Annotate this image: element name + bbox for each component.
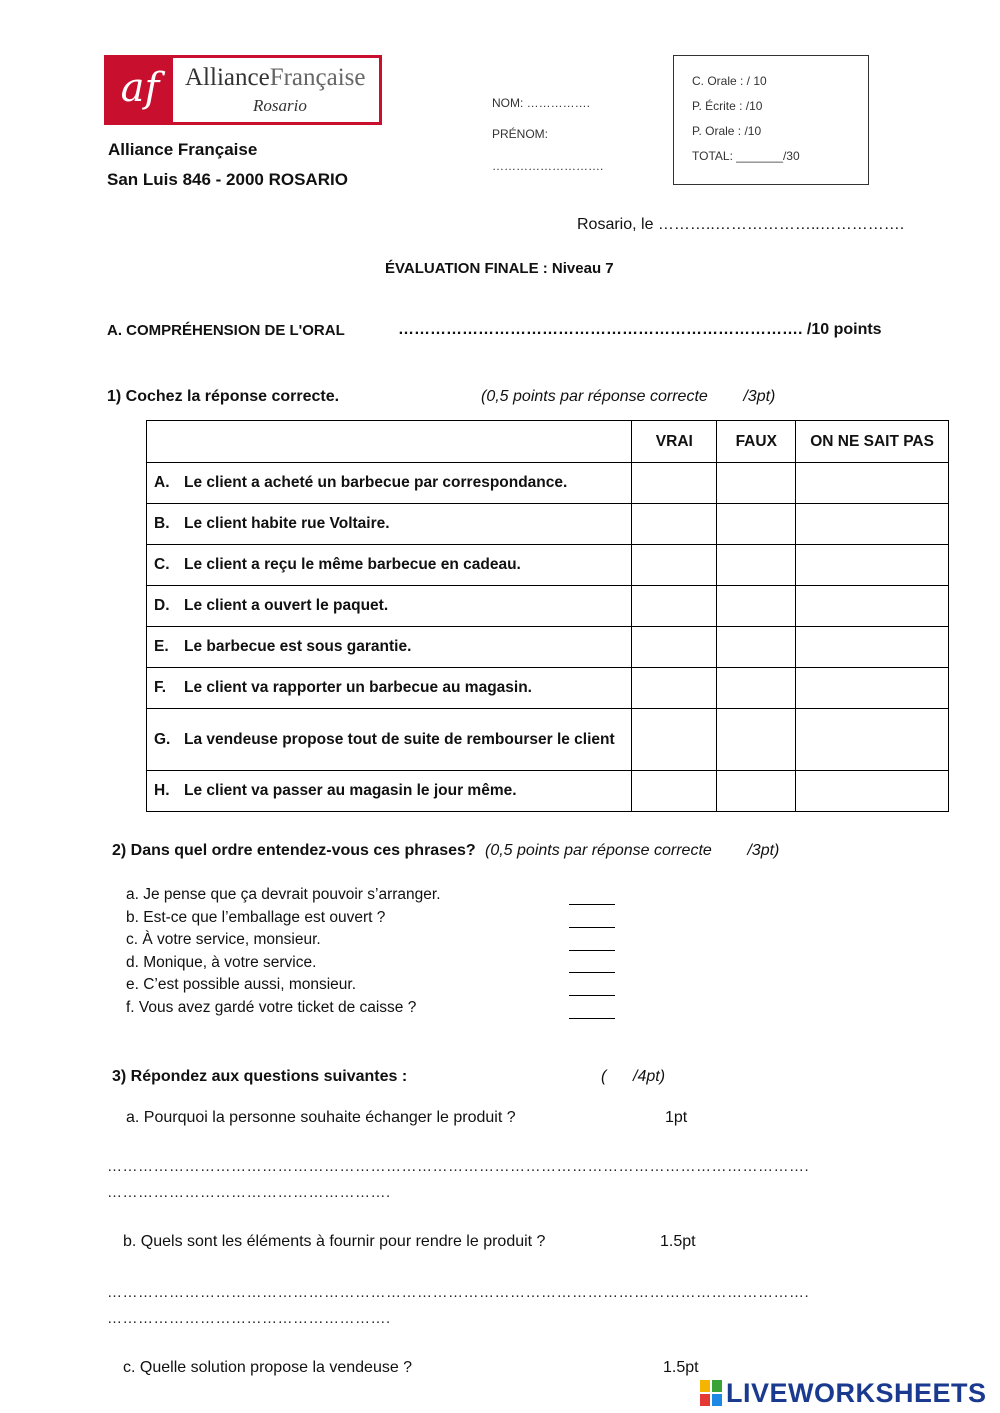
faux-cell[interactable] [717, 504, 796, 545]
order-item: b. Est-ce que l’emballage est ouvert ? [126, 909, 386, 926]
score-row: TOTAL: _______/30 [692, 149, 800, 163]
answer-line[interactable]: ………………………………………………………………………………………………………………………. [107, 1284, 810, 1301]
table-row [147, 771, 949, 812]
answer-line[interactable]: ………………………………………………. [107, 1184, 391, 1201]
table-row [147, 463, 949, 504]
ne-sait-pas-cell[interactable] [796, 771, 949, 812]
col-faux: FAUX [717, 421, 796, 463]
vrai-cell[interactable] [632, 709, 717, 771]
ne-sait-pas-cell[interactable] [796, 586, 949, 627]
statement: H. Le client va passer au magasin le jour même. [147, 771, 632, 812]
statement: B. Le client habite rue Voltaire. [147, 504, 632, 545]
ne-sait-pas-cell[interactable] [796, 668, 949, 709]
statement: A. Le client a acheté un barbecue par correspondance. [147, 463, 632, 504]
order-item: e. C’est possible aussi, monsieur. [126, 976, 357, 993]
prenom-dots: ………………………. [492, 159, 604, 173]
statement: E. Le barbecue est sous garantie. [147, 627, 632, 668]
faux-cell[interactable] [717, 668, 796, 709]
vrai-cell[interactable] [632, 668, 717, 709]
af-mark: af [107, 58, 173, 122]
table-row [147, 545, 949, 586]
col-vrai: VRAI [632, 421, 717, 463]
page-title: ÉVALUATION FINALE : Niveau 7 [385, 260, 614, 277]
q3-question-a: a. Pourquoi la personne souhaite échanger le produit ? [126, 1109, 516, 1126]
table-header-row [147, 421, 949, 463]
section-a-heading: A. COMPRÉHENSION DE L'ORAL [107, 322, 345, 339]
ne-sait-pas-cell[interactable] [796, 627, 949, 668]
statement: G. La vendeuse propose tout de suite de rembourser le client [147, 709, 632, 771]
table-row [147, 586, 949, 627]
vrai-cell[interactable] [632, 545, 717, 586]
q3-points-c: 1.5pt [663, 1359, 699, 1376]
q2-points: (0,5 points par réponse correcte /3pt) [485, 842, 780, 859]
q3-points-a: 1pt [665, 1109, 688, 1126]
ne-sait-pas-cell[interactable] [796, 709, 949, 771]
col-on-ne-sait-pas: ON NE SAIT PAS [796, 421, 949, 463]
section-a-points: …………………………………………………………………. /10 points [398, 321, 882, 338]
vrai-cell[interactable] [632, 586, 717, 627]
table-row [147, 668, 949, 709]
order-answer-blank[interactable] [569, 972, 615, 973]
org-address: San Luis 846 - 2000 ROSARIO [107, 170, 348, 189]
order-item: d. Monique, à votre service. [126, 954, 317, 971]
score-row: P. Orale : /10 [692, 124, 762, 138]
table-row [147, 627, 949, 668]
order-answer-blank[interactable] [569, 950, 615, 951]
vrai-cell[interactable] [632, 504, 717, 545]
prenom-label: PRÉNOM: [492, 127, 549, 141]
faux-cell[interactable] [717, 709, 796, 771]
score-row: P. Écrite : /10 [692, 99, 763, 113]
faux-cell[interactable] [717, 586, 796, 627]
score-row: C. Orale : / 10 [692, 74, 767, 88]
faux-cell[interactable] [717, 463, 796, 504]
order-item: f. Vous avez gardé votre ticket de caisse ? [126, 999, 417, 1016]
order-item: a. Je pense que ça devrait pouvoir s’arranger. [126, 886, 441, 903]
vrai-cell[interactable] [632, 771, 717, 812]
ne-sait-pas-cell[interactable] [796, 545, 949, 586]
nom-label: NOM: ……………. [492, 96, 590, 110]
q3-points-b: 1.5pt [660, 1233, 696, 1250]
true-false-table [146, 420, 949, 812]
q3-question-c: c. Quelle solution propose la vendeuse ? [123, 1359, 413, 1376]
faux-cell[interactable] [717, 627, 796, 668]
q3-question-b: b. Quels sont les éléments à fournir pour rendre le produit ? [123, 1233, 546, 1250]
header-empty [147, 421, 632, 463]
q3-title: 3) Répondez aux questions suivantes : [112, 1068, 408, 1085]
q2-title: 2) Dans quel ordre entendez-vous ces phrases? [112, 842, 476, 859]
watermark-text: LIVEWORKSHEETS [726, 1378, 987, 1408]
q1-points: (0,5 points par réponse correcte /3pt) [481, 388, 776, 405]
liveworksheets-icon [700, 1380, 722, 1406]
logo-city: Rosario [253, 96, 307, 115]
statement: C. Le client a reçu le même barbecue en cadeau. [147, 545, 632, 586]
table-row [147, 504, 949, 545]
answer-line[interactable]: ………………………………………………………………………………………………………………………. [107, 1158, 810, 1175]
ne-sait-pas-cell[interactable] [796, 504, 949, 545]
vrai-cell[interactable] [632, 627, 717, 668]
table-row [147, 709, 949, 771]
logo-name: AllianceFrançaise [185, 64, 366, 91]
alliance-francaise-logo [104, 55, 382, 125]
order-item: c. À votre service, monsieur. [126, 931, 321, 948]
order-answer-blank[interactable] [569, 1018, 615, 1019]
answer-line[interactable]: ………………………………………………. [107, 1310, 391, 1327]
q1-title: 1) Cochez la réponse correcte. [107, 388, 340, 405]
statement: D. Le client a ouvert le paquet. [147, 586, 632, 627]
org-name: Alliance Française [108, 140, 258, 159]
faux-cell[interactable] [717, 545, 796, 586]
score-box [673, 55, 869, 185]
statement: F. Le client va rapporter un barbecue au magasin. [147, 668, 632, 709]
ne-sait-pas-cell[interactable] [796, 463, 949, 504]
q3-points: ( /4pt) [601, 1068, 666, 1085]
faux-cell[interactable] [717, 771, 796, 812]
order-answer-blank[interactable] [569, 904, 615, 905]
order-answer-blank[interactable] [569, 995, 615, 996]
vrai-cell[interactable] [632, 463, 717, 504]
date-line: Rosario, le ………..………………..……………. [577, 216, 905, 233]
order-answer-blank[interactable] [569, 927, 615, 928]
